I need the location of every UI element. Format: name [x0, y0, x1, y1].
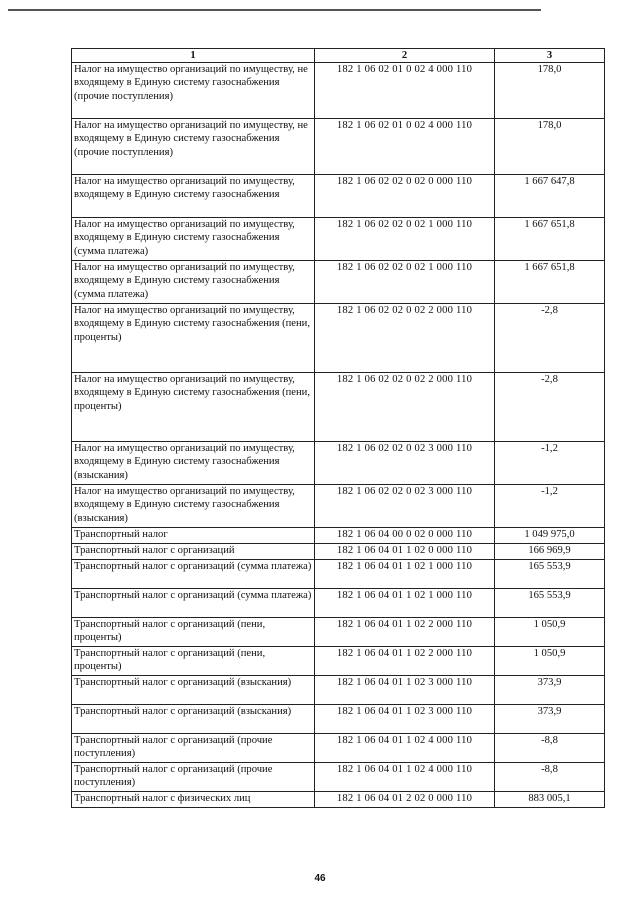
row-name-cell: Налог на имущество организаций по имуществу, входящему в Единую систему газоснабжения (взыскания) [72, 442, 315, 485]
row-value-cell: 1 667 647,8 [495, 175, 605, 218]
row-value-cell: 165 553,9 [495, 560, 605, 589]
table-row [72, 175, 605, 218]
row-value-cell: 1 050,9 [495, 647, 605, 676]
row-name-cell: Налог на имущество организаций по имуществу, входящему в Единую систему газоснабжения [72, 175, 315, 218]
row-code-cell: 182 1 06 02 02 0 02 3 000 110 [315, 442, 495, 485]
table-row [72, 261, 605, 304]
row-name-cell: Налог на имущество организаций по имуществу, не входящему в Единую систему газоснабжения (прочие поступления) [72, 63, 315, 119]
row-name-cell: Транспортный налог с организаций (сумма платежа) [72, 589, 315, 618]
row-name-cell: Налог на имущество организаций по имуществу, не входящему в Единую систему газоснабжения (прочие поступления) [72, 119, 315, 175]
row-name-cell: Транспортный налог с организаций (прочие поступления) [72, 763, 315, 792]
page-number: 46 [314, 873, 326, 884]
table-row [72, 304, 605, 373]
row-name-cell: Налог на имущество организаций по имуществу, входящему в Единую систему газоснабжения (сумма платежа) [72, 261, 315, 304]
row-code-cell: 182 1 06 04 01 1 02 1 000 110 [315, 560, 495, 589]
row-name-cell: Транспортный налог с организаций (пени, проценты) [72, 647, 315, 676]
row-name-cell: Транспортный налог [72, 528, 315, 544]
table-row [72, 734, 605, 763]
row-name-cell: Транспортный налог с организаций (взыскания) [72, 705, 315, 734]
row-code-cell: 182 1 06 02 02 0 02 2 000 110 [315, 304, 495, 373]
row-value-cell: 373,9 [495, 676, 605, 705]
row-value-cell: -8,8 [495, 763, 605, 792]
column-header-1: 1 [72, 49, 315, 63]
row-code-cell: 182 1 06 04 00 0 02 0 000 110 [315, 528, 495, 544]
row-name-cell: Транспортный налог с организаций [72, 544, 315, 560]
row-value-cell: 373,9 [495, 705, 605, 734]
table-row [72, 618, 605, 647]
row-value-cell: 1 050,9 [495, 618, 605, 647]
row-code-cell: 182 1 06 02 02 0 02 3 000 110 [315, 485, 495, 528]
row-code-cell: 182 1 06 04 01 1 02 2 000 110 [315, 618, 495, 647]
row-value-cell: 883 005,1 [495, 792, 605, 808]
row-code-cell: 182 1 06 04 01 2 02 0 000 110 [315, 792, 495, 808]
row-name-cell: Налог на имущество организаций по имуществу, входящему в Единую систему газоснабжения (пени, проценты) [72, 304, 315, 373]
table-row [72, 528, 605, 544]
column-header-2: 2 [315, 49, 495, 63]
row-code-cell: 182 1 06 04 01 1 02 1 000 110 [315, 589, 495, 618]
table-header-row [72, 49, 605, 63]
row-code-cell: 182 1 06 02 02 0 02 2 000 110 [315, 373, 495, 442]
table-row [72, 373, 605, 442]
row-code-cell: 182 1 06 02 01 0 02 4 000 110 [315, 63, 495, 119]
table-row [72, 792, 605, 808]
row-name-cell: Транспортный налог с организаций (прочие поступления) [72, 734, 315, 763]
row-value-cell: -8,8 [495, 734, 605, 763]
row-code-cell: 182 1 06 02 02 0 02 1 000 110 [315, 218, 495, 261]
table-row [72, 589, 605, 618]
row-name-cell: Транспортный налог с организаций (сумма платежа) [72, 560, 315, 589]
row-code-cell: 182 1 06 02 02 0 02 1 000 110 [315, 261, 495, 304]
row-value-cell: -2,8 [495, 373, 605, 442]
row-name-cell: Транспортный налог с организаций (взыскания) [72, 676, 315, 705]
row-code-cell: 182 1 06 04 01 1 02 2 000 110 [315, 647, 495, 676]
table-row [72, 676, 605, 705]
row-value-cell: -1,2 [495, 442, 605, 485]
row-value-cell: 1 049 975,0 [495, 528, 605, 544]
row-value-cell: 178,0 [495, 119, 605, 175]
table-row [72, 647, 605, 676]
row-name-cell: Налог на имущество организаций по имуществу, входящему в Единую систему газоснабжения (пени, проценты) [72, 373, 315, 442]
row-value-cell: 178,0 [495, 63, 605, 119]
table-row [72, 63, 605, 119]
table-row [72, 763, 605, 792]
row-value-cell: -2,8 [495, 304, 605, 373]
table-row [72, 442, 605, 485]
row-code-cell: 182 1 06 04 01 1 02 4 000 110 [315, 734, 495, 763]
row-code-cell: 182 1 06 04 01 1 02 0 000 110 [315, 544, 495, 560]
revenue-table [71, 48, 605, 808]
row-name-cell: Налог на имущество организаций по имуществу, входящему в Единую систему газоснабжения (взыскания) [72, 485, 315, 528]
table-row [72, 119, 605, 175]
row-code-cell: 182 1 06 04 01 1 02 3 000 110 [315, 676, 495, 705]
row-value-cell: 1 667 651,8 [495, 218, 605, 261]
top-rule [8, 9, 541, 11]
table-body [72, 63, 605, 808]
row-code-cell: 182 1 06 02 02 0 02 0 000 110 [315, 175, 495, 218]
row-code-cell: 182 1 06 04 01 1 02 3 000 110 [315, 705, 495, 734]
row-value-cell: -1,2 [495, 485, 605, 528]
row-name-cell: Транспортный налог с организаций (пени, проценты) [72, 618, 315, 647]
table-row [72, 485, 605, 528]
table-row [72, 544, 605, 560]
row-code-cell: 182 1 06 04 01 1 02 4 000 110 [315, 763, 495, 792]
table-row [72, 218, 605, 261]
row-name-cell: Налог на имущество организаций по имуществу, входящему в Единую систему газоснабжения (сумма платежа) [72, 218, 315, 261]
row-value-cell: 1 667 651,8 [495, 261, 605, 304]
table-row [72, 705, 605, 734]
row-code-cell: 182 1 06 02 01 0 02 4 000 110 [315, 119, 495, 175]
table-row [72, 560, 605, 589]
column-header-3: 3 [495, 49, 605, 63]
row-value-cell: 166 969,9 [495, 544, 605, 560]
row-name-cell: Транспортный налог с физических лиц [72, 792, 315, 808]
row-value-cell: 165 553,9 [495, 589, 605, 618]
